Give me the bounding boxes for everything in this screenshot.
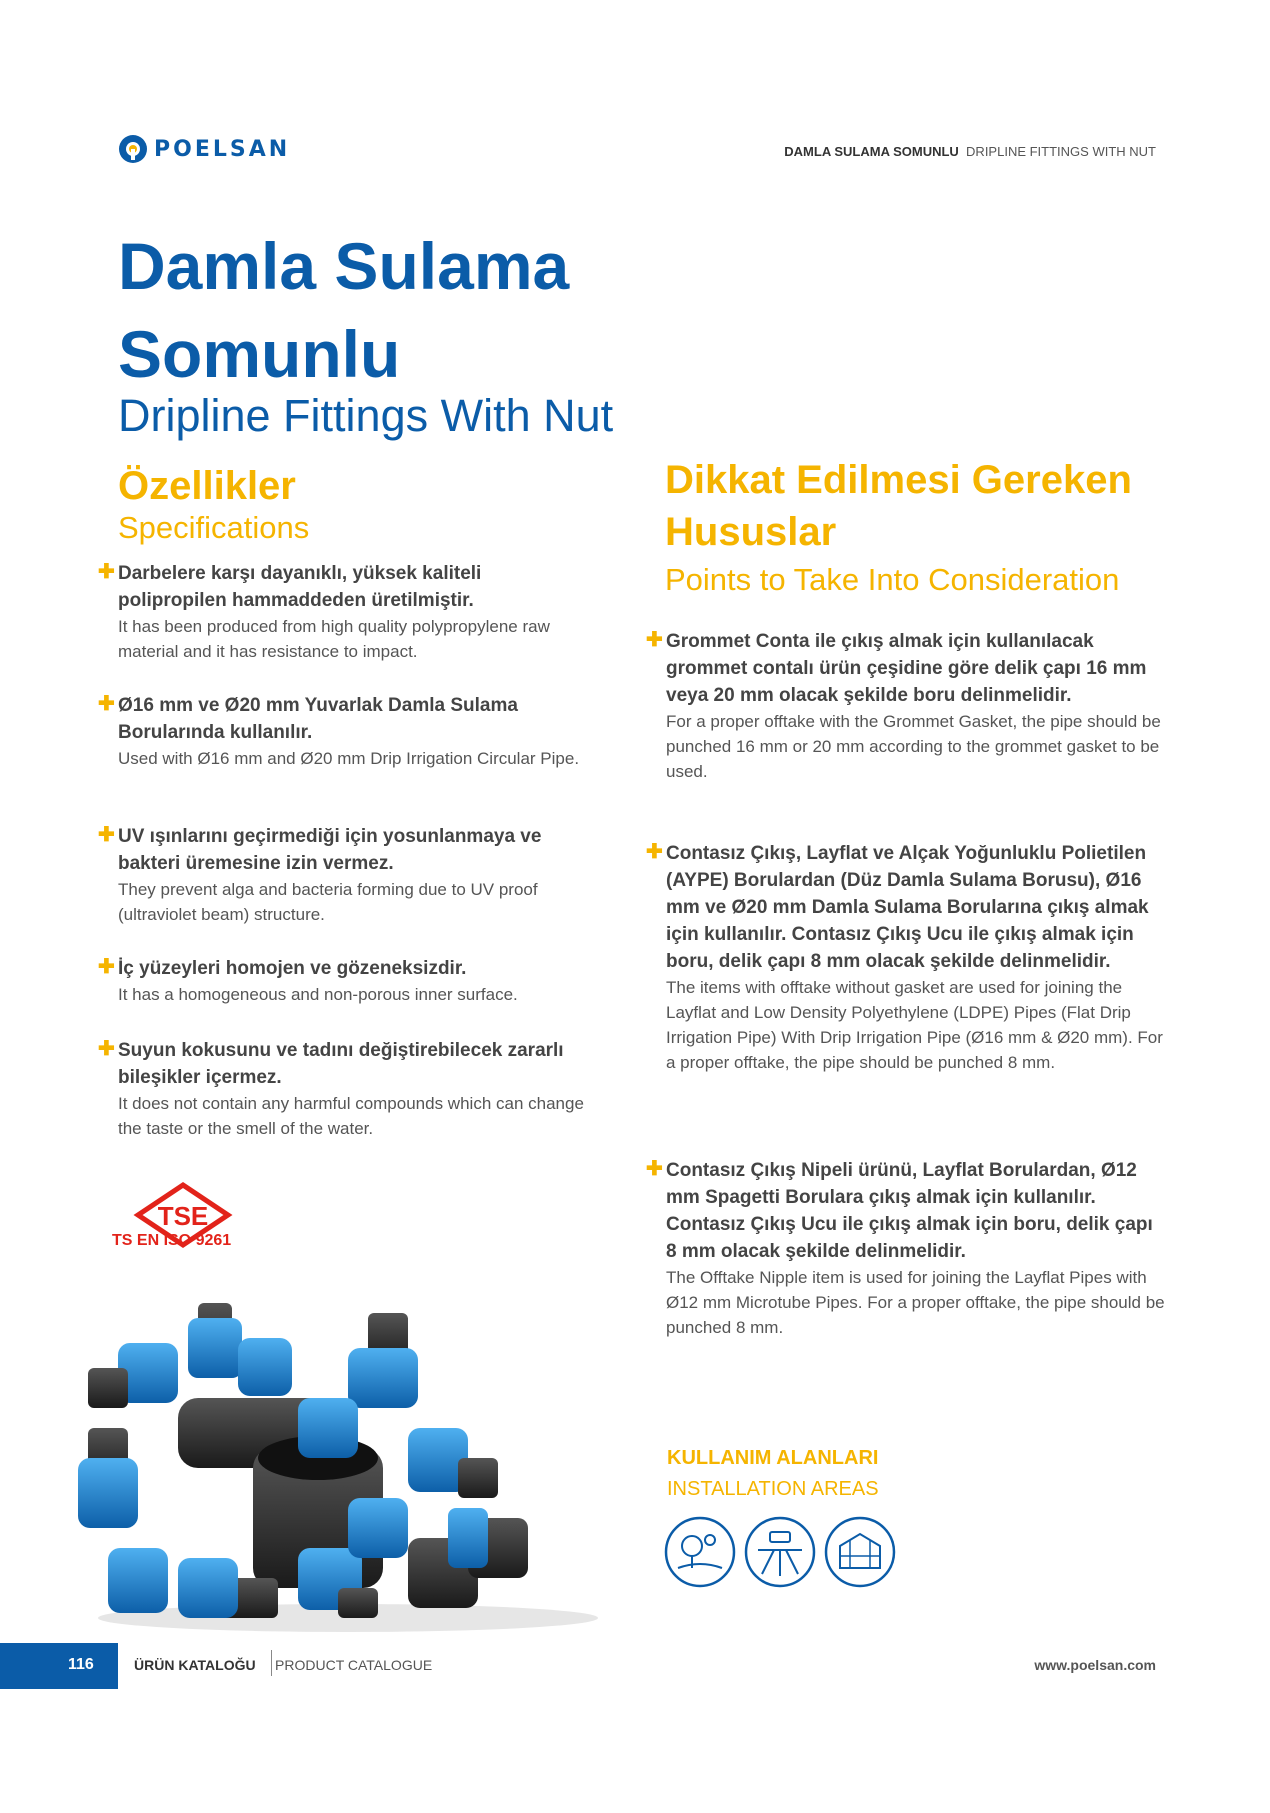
spec-item-tr: UV ışınlarını geçirmediği için yosunlanmaya ve bakteri üremesine izin vermez.	[118, 826, 542, 874]
spec-item	[98, 955, 588, 1007]
spec-item	[98, 692, 588, 771]
plus-icon: ✚	[646, 629, 663, 651]
plus-icon: ✚	[98, 561, 115, 583]
plus-icon: ✚	[98, 956, 115, 978]
consideration-item-en: For a proper offtake with the Grommet Gasket, the pipe should be punched 16 mm or 20 mm according to the grommet gasket to be used.	[666, 712, 1161, 781]
brand-name: POELSAN	[154, 136, 291, 162]
brand-logo	[118, 134, 290, 164]
orchard-icon	[664, 1516, 736, 1588]
consideration-item-tr: Contasız Çıkış Nipeli ürünü, Layflat Borulardan, Ø12 mm Spagetti Borulara çıkış almak için kullanılır. Contasız Çıkış Ucu ile çıkış almak için boru, delik çapı 8 mm olacak şekilde delinmelidir.	[666, 1160, 1153, 1262]
spec-item	[98, 560, 588, 664]
consideration-item	[646, 1157, 1166, 1340]
specifications-title: Özellikler	[118, 464, 296, 508]
plus-icon: ✚	[98, 693, 115, 715]
consideration-title: Dikkat Edilmesi Gereken Hususlar	[665, 458, 1132, 554]
spec-item-tr: Ø16 mm ve Ø20 mm Yuvarlak Damla Sulama Borularında kullanılır.	[118, 695, 518, 743]
plus-icon: ✚	[646, 841, 663, 863]
page-title: Damla Sulama Somunlu	[118, 229, 570, 391]
page-subtitle: Dripline Fittings With Nut	[118, 390, 614, 441]
footer-catalogue-tr: ÜRÜN KATALOĞU	[134, 1657, 256, 1673]
tse-mark-text: TSE	[157, 1201, 209, 1231]
tse-standard: TS EN ISO 9261	[112, 1232, 232, 1249]
spec-item-tr: İç yüzeyleri homojen ve gözeneksizdir.	[118, 958, 467, 979]
header-section-en: DRIPLINE FITTINGS WITH NUT	[966, 144, 1156, 159]
plus-icon: ✚	[98, 824, 115, 846]
field-tractor-icon	[744, 1516, 816, 1588]
spec-item	[98, 823, 588, 927]
poelsan-logo-icon	[118, 134, 148, 164]
usage-subtitle: INSTALLATION AREAS	[667, 1478, 879, 1500]
header-section	[784, 144, 1156, 159]
spec-item-tr: Darbelere karşı dayanıklı, yüksek kaliteli polipropilen hammaddeden üretilmiştir.	[118, 563, 482, 611]
spec-item-en: It does not contain any harmful compounds which can change the taste or the smell of the water.	[118, 1094, 584, 1138]
specifications-subtitle: Specifications	[118, 510, 310, 545]
consideration-subtitle: Points to Take Into Consideration	[665, 562, 1120, 597]
spec-item-en: It has a homogeneous and non-porous inner surface.	[118, 985, 518, 1004]
footer-catalogue	[134, 1657, 432, 1673]
product-fittings-image	[78, 1258, 618, 1636]
plus-icon: ✚	[646, 1158, 663, 1180]
greenhouse-icon	[824, 1516, 896, 1588]
consideration-item	[646, 628, 1166, 784]
consideration-item-tr: Contasız Çıkış, Layflat ve Alçak Yoğunluklu Polietilen (AYPE) Borulardan (Düz Damla Sulama Borusu), Ø16 mm ve Ø20 mm Damla Sulama Borularına çıkış almak için kullanılır. Contasız Çıkış Ucu ile çıkış almak için boru, delik çapı 8 mm olacak şekilde delinmelidir.	[666, 843, 1149, 972]
footer-website-link[interactable]: www.poelsan.com	[1034, 1657, 1156, 1673]
footer-catalogue-en: PRODUCT CATALOGUE	[275, 1657, 433, 1673]
spec-item-en: Used with Ø16 mm and Ø20 mm Drip Irrigation Circular Pipe.	[118, 749, 580, 768]
spec-item	[98, 1037, 598, 1141]
consideration-item-en: The items with offtake without gasket are used for joining the Layflat and Low Density Polyethylene (LDPE) Pipes (Flat Drip Irrigation Pipe) With Drip Irrigation Pipe (Ø16 mm & Ø20 mm). For a proper offtake, the pipe should be punched 8 mm.	[666, 978, 1163, 1072]
page-number: 116	[68, 1656, 94, 1673]
consideration-item-en: The Offtake Nipple item is used for joining the Layflat Pipes with Ø12 mm Microtube Pipes. For a proper offtake, the pipe should be punched 8 mm.	[666, 1268, 1165, 1337]
footer-divider	[271, 1650, 272, 1676]
spec-item-en: It has been produced from high quality polypropylene raw material and it has resistance to impact.	[118, 617, 550, 661]
spec-item-en: They prevent alga and bacteria forming due to UV proof (ultraviolet beam) structure.	[118, 880, 538, 924]
plus-icon: ✚	[98, 1038, 115, 1060]
page-number-box	[0, 1643, 118, 1689]
header-section-tr: DAMLA SULAMA SOMUNLU	[784, 144, 959, 159]
usage-title: KULLANIM ALANLARI	[667, 1447, 879, 1469]
consideration-item-tr: Grommet Conta ile çıkış almak için kullanılacak grommet contalı ürün çeşidine göre delik çapı 16 mm veya 20 mm olacak şekilde boru delinmelidir.	[666, 631, 1147, 706]
consideration-item	[646, 840, 1166, 1075]
spec-item-tr: Suyun kokusunu ve tadını değiştirebilecek zararlı bileşikler içermez.	[118, 1040, 564, 1088]
